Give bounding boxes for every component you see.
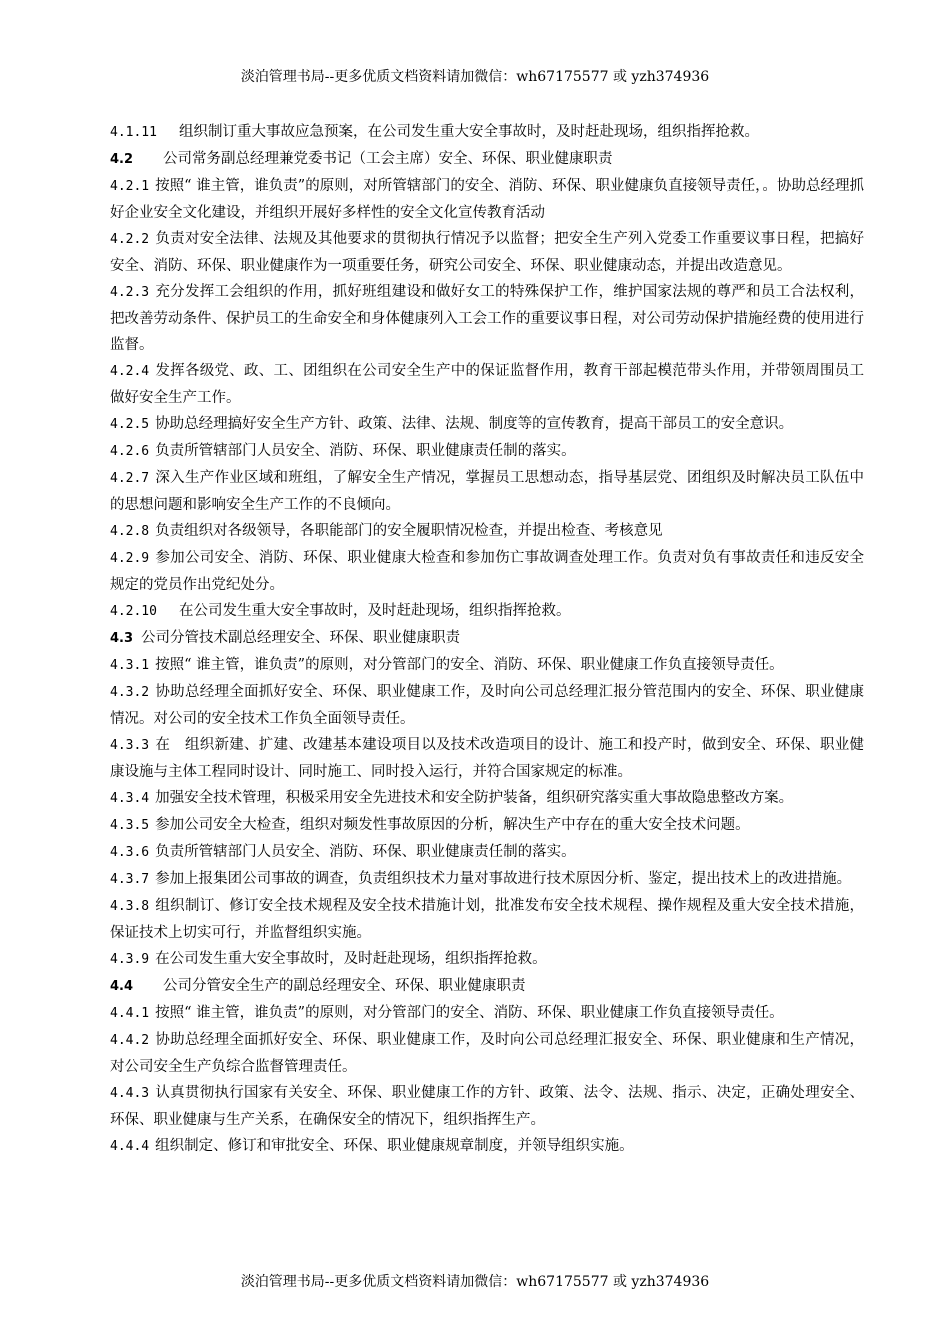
clause-number: 4.2.4 xyxy=(110,364,150,379)
clause-4-4-2 xyxy=(110,1027,864,1080)
section-heading-4-4 xyxy=(110,973,864,1000)
clause-number: 4.2.6 xyxy=(110,444,150,459)
clause-4-2-6 xyxy=(110,438,864,465)
clause-4-2-2 xyxy=(110,226,864,279)
clause-text: 在公司发生重大安全事故时，及时赶赴现场，组织指挥抢救。 xyxy=(155,951,547,967)
clause-4-3-6 xyxy=(110,839,864,866)
clause-number: 4.3.1 xyxy=(110,658,150,673)
clause-number: 4.2.7 xyxy=(110,471,150,486)
clause-4-3-7 xyxy=(110,866,864,893)
clause-number: 4.2.3 xyxy=(110,285,150,300)
clause-text: 协助总经理全面抓好安全、环保、职业健康工作，及时向公司总经理汇报分管范围内的安全、环保、职业健康情况。对公司的安全技术工作负全面领导责任。 xyxy=(110,684,864,727)
clause-4-2-10 xyxy=(110,598,864,625)
clause-4-3-8 xyxy=(110,893,864,946)
section-title: 公司分管安全生产的副总经理安全、环保、职业健康职责 xyxy=(163,978,526,994)
clause-text: 加强安全技术管理，积极采用安全先进技术和安全防护装备，组织研究落实重大事故隐患整改方案。 xyxy=(155,790,794,806)
clause-4-2-5 xyxy=(110,411,864,438)
clause-number: 4.3.3 xyxy=(110,738,150,753)
clause-4-3-9 xyxy=(110,946,864,973)
page-footer: 淡泊管理书局--更多优质文档资料请加微信：wh67175577 或 yzh374936 xyxy=(240,1274,710,1290)
section-number: 4.4 xyxy=(110,979,134,994)
clause-4-2-1 xyxy=(110,173,864,226)
section-heading-4-2 xyxy=(110,146,864,173)
clause-number: 4.4.4 xyxy=(110,1139,150,1154)
clause-4-3-4 xyxy=(110,785,864,812)
clause-text: 负责所管辖部门人员安全、消防、环保、职业健康责任制的落实。 xyxy=(155,844,576,860)
section-number: 4.2 xyxy=(110,152,134,167)
clause-4-4-3 xyxy=(110,1080,864,1133)
clause-text: 充分发挥工会组织的作用，抓好班组建设和做好女工的特殊保护工作，维护国家法规的尊严和员工合法权利，把改善劳动条件、保护员工的生命安全和身体健康列入工会工作的重要议事日程，对公司劳动保护措施经费的使用进行监督。 xyxy=(110,284,864,353)
clause-4-2-7 xyxy=(110,465,864,518)
clause-number: 4.4.1 xyxy=(110,1006,150,1021)
clause-number: 4.2.8 xyxy=(110,524,150,539)
section-title: 公司常务副总经理兼党委书记（工会主席）安全、环保、职业健康职责 xyxy=(163,151,613,167)
clause-text: 组织制订重大事故应急预案，在公司发生重大安全事故时，及时赶赴现场，组织指挥抢救。 xyxy=(178,124,759,140)
clause-4-3-2 xyxy=(110,679,864,732)
clause-text: 深入生产作业区域和班组，了解安全生产情况，掌握员工思想动态，指导基层党、团组织及时解决员工队伍中的思想问题和影响安全生产工作的不良倾向。 xyxy=(110,470,864,513)
clause-text: 按照“ 谁主管，谁负责”的原则，对所管辖部门的安全、消防、环保、职业健康负直接领导责任，。协助总经理抓好企业安全文化建设，并组织开展好多样性的安全文化宣传教育活动 xyxy=(110,178,864,221)
clause-text: 组织制定、修订和审批安全、环保、职业健康规章制度，并领导组织实施。 xyxy=(155,1138,634,1154)
clause-number: 4.3.7 xyxy=(110,872,150,887)
document-body xyxy=(110,119,864,1160)
clause-4-4-1 xyxy=(110,1000,864,1027)
clause-number: 4.3.9 xyxy=(110,952,150,967)
clause-text: 负责组织对各级领导，各职能部门的安全履职情况检查，并提出检查、考核意见 xyxy=(155,523,663,539)
section-title: 公司分管技术副总经理安全、环保、职业健康职责 xyxy=(141,630,461,646)
clause-text: 组织制订、修订安全技术规程及安全技术措施计划，批准发布安全技术规程、操作规程及重大安全技术措施，保证技术上切实可行，并监督组织实施。 xyxy=(110,898,864,941)
clause-number: 4.2.10 xyxy=(110,604,157,619)
clause-4-2-4 xyxy=(110,358,864,411)
section-number: 4.3 xyxy=(110,631,134,646)
clause-4-2-3 xyxy=(110,279,864,358)
clause-text: 参加上报集团公司事故的调查，负责组织技术力量对事故进行技术原因分析、鉴定，提出技术上的改进措施。 xyxy=(155,871,852,887)
clause-4-3-1 xyxy=(110,652,864,679)
clause-number: 4.4.2 xyxy=(110,1033,150,1048)
clause-4-4-4 xyxy=(110,1133,864,1160)
clause-text: 发挥各级党、政、工、团组织在公司安全生产中的保证监督作用，教育干部起模范带头作用，并带领周围员工做好安全生产工作。 xyxy=(110,363,864,406)
clause-number: 4.3.5 xyxy=(110,818,150,833)
clause-text: 参加公司安全、消防、环保、职业健康大检查和参加伤亡事故调查处理工作。负责对负有事故责任和违反安全规定的党员作出党纪处分。 xyxy=(110,550,864,593)
clause-text: 在公司发生重大安全事故时，及时赶赴现场，组织指挥抢救。 xyxy=(178,603,571,619)
clause-4-2-9 xyxy=(110,545,864,598)
clause-number: 4.2.1 xyxy=(110,179,150,194)
clause-number: 4.3.8 xyxy=(110,899,150,914)
clause-number: 4.1.11 xyxy=(110,125,157,140)
clause-number: 4.3.6 xyxy=(110,845,150,860)
clause-4-3-3 xyxy=(110,732,864,785)
clause-number: 4.3.4 xyxy=(110,791,150,806)
clause-4-3-5 xyxy=(110,812,864,839)
clause-number: 4.3.2 xyxy=(110,685,150,700)
clause-text: 在 组织新建、扩建、改建基本建设项目以及技术改造项目的设计、施工和投产时，做到安全、环保、职业健康设施与主体工程同时设计、同时施工、同时投入运行，并符合国家规定的标准。 xyxy=(110,737,864,780)
clause-text: 负责所管辖部门人员安全、消防、环保、职业健康责任制的落实。 xyxy=(155,443,576,459)
clause-text: 负责对安全法律、法规及其他要求的贯彻执行情况予以监督；把安全生产列入党委工作重要议事日程，把搞好安全、消防、环保、职业健康作为一项重要任务，研究公司安全、环保、职业健康动态，并提出改造意见。 xyxy=(110,231,864,274)
clause-text: 认真贯彻执行国家有关安全、环保、职业健康工作的方针、政策、法令、法规、指示、决定，正确处理安全、环保、职业健康与生产关系，在确保安全的情况下，组织指挥生产。 xyxy=(110,1085,864,1128)
page-header: 淡泊管理书局--更多优质文档资料请加微信：wh67175577 或 yzh374936 xyxy=(240,69,710,85)
clause-text: 协助总经理全面抓好安全、环保、职业健康工作，及时向公司总经理汇报安全、环保、职业健康和生产情况，对公司安全生产负综合监督管理责任。 xyxy=(110,1032,864,1075)
section-heading-4-3 xyxy=(110,625,864,652)
clause-text: 按照“ 谁主管，谁负责”的原则，对分管部门的安全、消防、环保、职业健康工作负直接领导责任。 xyxy=(155,657,784,673)
clause-number: 4.2.9 xyxy=(110,551,150,566)
clause-4-2-8 xyxy=(110,518,864,545)
clause-number: 4.2.5 xyxy=(110,417,150,432)
clause-number: 4.4.3 xyxy=(110,1086,150,1101)
clause-number: 4.2.2 xyxy=(110,232,150,247)
clause-text: 参加公司安全大检查，组织对频发性事故原因的分析，解决生产中存在的重大安全技术问题。 xyxy=(155,817,750,833)
clause-4-1-11 xyxy=(110,119,864,146)
clause-text: 协助总经理搞好安全生产方针、政策、法律、法规、制度等的宣传教育，提高干部员工的安全意识。 xyxy=(155,416,794,432)
clause-text: 按照“ 谁主管，谁负责”的原则，对分管部门的安全、消防、环保、职业健康工作负直接领导责任。 xyxy=(155,1005,784,1021)
